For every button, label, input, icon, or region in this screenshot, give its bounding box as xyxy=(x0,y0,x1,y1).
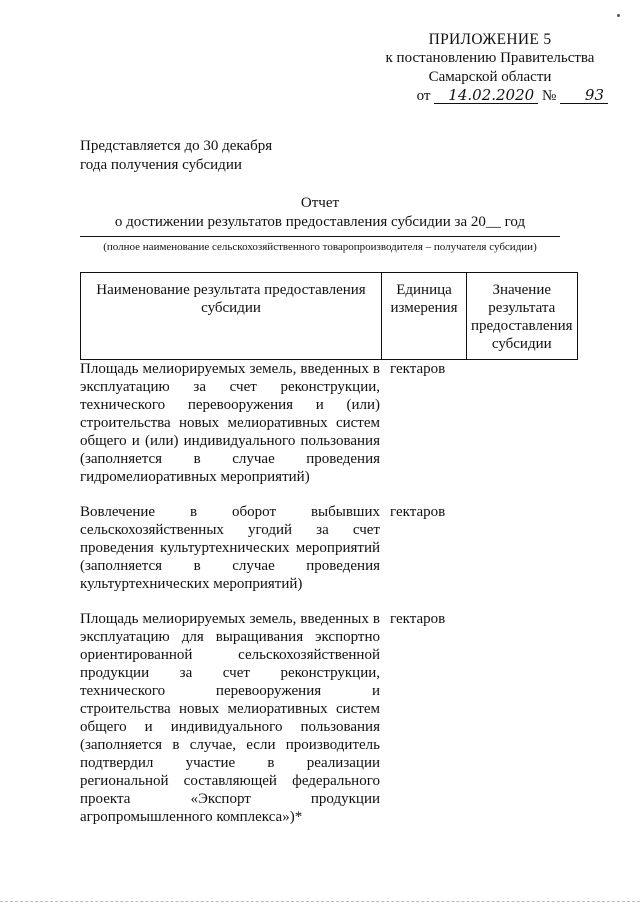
result-name-cell: Площадь мелиорируемых земель, введенных в эксплуатацию для выращивания экспортно ориентированной сельскохозяйственной продукции за счет реконструкции, технического перевооружения и строительства новых мелиоративных систем общего и индивидуального пользования (заполняется в случае, если производитель подтвердил участие в реализации региональной составляющей федерального проекта «Экспорт продукции агропромышленного комплекса»)* xyxy=(80,611,380,825)
submission-note-line-1: Представляется до 30 декабря xyxy=(80,138,273,154)
unit-cell: гектаров xyxy=(390,504,446,520)
report-subtitle: о достижении результатов предоставления субсидии за 20__ год xyxy=(114,214,526,230)
results-table-header xyxy=(80,272,578,360)
column-header-result-name: Наименование результата предоставления субсидии xyxy=(81,273,382,360)
scan-mark xyxy=(617,14,620,17)
appendix-header xyxy=(370,30,610,106)
number-prefix: № xyxy=(541,88,557,104)
result-name-cell: Вовлечение в оборот выбывших сельскохозяйственных угодий за счет проведения культуртехнических мероприятий (заполняется в случае проведения культуртехнических мероприятий) xyxy=(80,504,380,592)
table-row xyxy=(80,610,560,826)
table-row xyxy=(80,360,560,486)
unit-cell: гектаров xyxy=(390,361,446,377)
submission-note-line-2: года получения субсидии xyxy=(80,157,242,173)
column-header-value: Значение результата предоставления субсидии xyxy=(467,273,578,360)
unit-cell: гектаров xyxy=(390,611,446,627)
handwritten-number: 93 xyxy=(560,87,608,104)
page-bottom-edge xyxy=(0,901,640,905)
table-row xyxy=(80,503,560,593)
recipient-name-line xyxy=(80,236,560,237)
handwritten-date: 14.02.2020 xyxy=(434,87,538,104)
column-header-unit: Единица измерения xyxy=(382,273,467,360)
report-heading xyxy=(80,194,560,232)
recipient-caption: (полное наименование сельскохозяйственного товаропроизводителя – получателя субсидии) xyxy=(103,241,537,253)
report-title: Отчет xyxy=(300,195,340,211)
appendix-title: ПРИЛОЖЕНИЕ 5 xyxy=(428,31,552,48)
appendix-line-1: к постановлению Правительства xyxy=(385,50,595,66)
date-prefix: от xyxy=(416,88,431,104)
appendix-date-line xyxy=(370,87,610,106)
results-rows xyxy=(80,360,560,843)
appendix-line-2: Самарской области xyxy=(428,69,552,85)
submission-note xyxy=(80,137,272,175)
result-name-cell: Площадь мелиорируемых земель, введенных в эксплуатацию за счет реконструкции, технического перевооружения и (или) строительства новых мелиоративных систем общего и (или) индивидуального пользования (заполняется в случае проведения гидромелиоративных мероприятий) xyxy=(80,361,380,485)
